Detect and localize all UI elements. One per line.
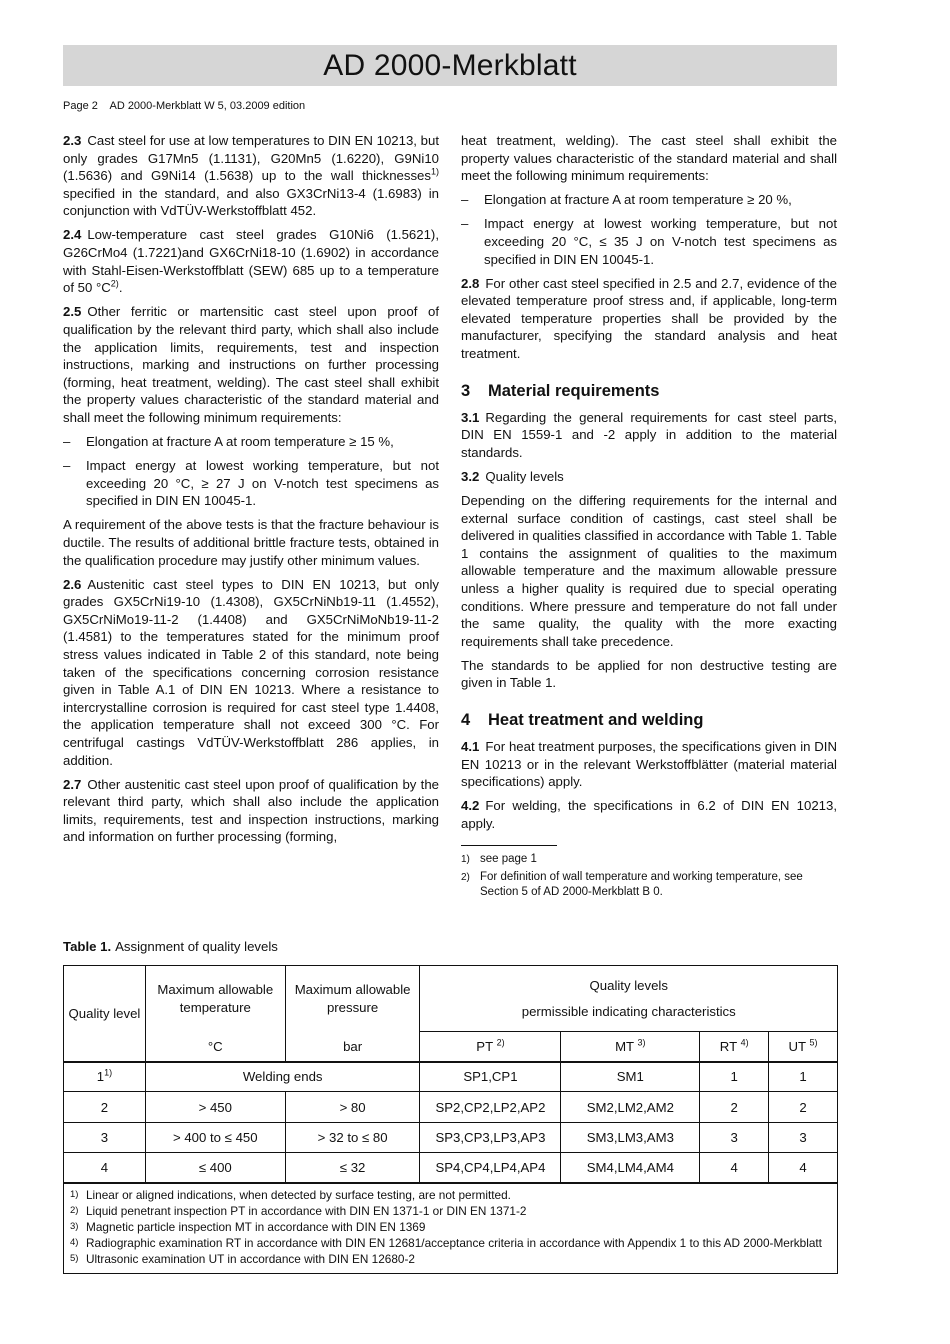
unit-pressure: bar bbox=[285, 1032, 420, 1062]
section-2-7: 2.7 Other austenitic cast steel upon proof of qualification by the relevant third party, which shall also include the application limits, requirements, test and inspection instructions, marking and information on further processing (forming, bbox=[63, 776, 439, 845]
table-row: 2 > 450 > 80 SP2,CP2,LP2,AP2 SM2,LM2,AM2 2 2 bbox=[64, 1092, 838, 1123]
section-2-5: 2.5 Other ferritic or martensitic cast steel upon proof of qualification by the relevant third party, which shall also include the application limits, requirements, test and inspection instructions, marking and instructions on further processing (forming, heat treatment, welding). The cast steel shall exhibit the property values characteristic of the standard material and shall meet the following minimum requirements: bbox=[63, 304, 439, 425]
section-2-6: 2.6 Austenitic cast steel types to DIN EN 10213, but only grades GX5CrNi19-10 (1.4308), GX5CrNiNb19-11 (1.4552), GX5CrNiMo19-11-2 (1.4408) and GX5CrNiMoNb19-11-2 (1.4581) to the temperatures stated for the minimum proof stress values indicated in Table 2 of this standard, note being taken of the specifications concerning corrosion resistance given in Table A.1 of DIN EN 10213. Where a resistance to intercrystalline corrosion is required for cast steel type 1.4408, the application temperature shall not exceed 300 °C. For centrifugal castings VdTÜV-Werkstoffblatt 286 applies, in addition. bbox=[63, 576, 439, 768]
list-item: – Elongation at fracture A at room temperature ≥ 15 %, bbox=[63, 434, 394, 449]
footnote: 1) see page 1 bbox=[461, 852, 537, 865]
table-unit-row bbox=[64, 1032, 838, 1062]
header-pt: PT $^{2)}$ bbox=[420, 1032, 561, 1062]
table-footnote: 3) Magnetic particle inspection MT in accordance with DIN EN 1369 bbox=[70, 1219, 426, 1234]
document-banner bbox=[63, 45, 837, 86]
list-item: – Impact energy at lowest working temperature, but not exceeding 20 °C, ≥ 27 J on V-notch test specimens as specified in DIN EN 10045-1. bbox=[63, 458, 439, 509]
table-caption: Table 1. Assignment of quality levels bbox=[63, 939, 278, 954]
table-footnote: 4) Radiographic examination RT in accordance with DIN EN 12681/acceptance criteria in accordance with Appendix 1 to this AD 2000-Merkblatt bbox=[70, 1235, 822, 1250]
right-column bbox=[461, 132, 837, 903]
table-footnote: 1) Linear or aligned indications, when detected by surface testing, are not permitted. bbox=[70, 1187, 511, 1202]
section-4-2: 4.2 For welding, the specifications in 6.2 of DIN EN 10213, apply. bbox=[461, 798, 837, 831]
table-row: 1$^{1)}$ Welding ends SP1,CP1 SM1 1 1 bbox=[64, 1062, 838, 1092]
table-footnote: 2) Liquid penetrant inspection PT in accordance with DIN EN 1371-1 or DIN EN 1371-2 bbox=[70, 1203, 527, 1218]
table-footnote: 5) Ultrasonic examination UT in accordance with DIN EN 12680-2 bbox=[70, 1251, 415, 1266]
table-row: 3 > 400 to ≤ 450 > 32 to ≤ 80 SP3,CP3,LP3,AP3 SM3,LM3,AM3 3 3 bbox=[64, 1123, 838, 1153]
list-item: – Impact energy at lowest working temperature, but not exceeding 20 °C, ≤ 35 J on V-notch test specimens as specified in DIN EN 10045-1. bbox=[461, 216, 837, 267]
header-rt: RT $^{4)}$ bbox=[700, 1032, 769, 1062]
table-footnotes-row bbox=[64, 1183, 838, 1274]
header-quality-levels: Quality levels permissible indicating characteristics bbox=[420, 966, 838, 1032]
unit-temperature: °C bbox=[145, 1032, 285, 1062]
header-mt: MT $^{3)}$ bbox=[561, 1032, 700, 1062]
header-max-pressure: Maximum allowable pressure bbox=[285, 966, 420, 1032]
section-2-5-note: A requirement of the above tests is that the fracture behaviour is ductile. The results of additional brittle fracture tests, obtained in the qualification procedure may justify other minimum values. bbox=[63, 517, 439, 568]
section-3-2-para-1: Depending on the differing requirements for the internal and external surface condition of castings, cast steel shall be delivered in qualities classified in accordance with Table 1. Table 1 contains the assignment of qualities to the maximum allowable temperature and the maximum allowable pressure unless a higher quality is required due to special operating conditions. Where pressure and temperature do not fall under the same quality, the quality with the more exacting requirements shall take precedence. bbox=[461, 493, 837, 649]
section-2-8: 2.8 For other cast steel specified in 2.5 and 2.7, evidence of the elevated temperature proof stress and, if applicable, long-term elevated temperature properties shall be provided by the manufacturer, specifying the standard analysis and heat treatment. bbox=[461, 275, 837, 362]
footnote-divider bbox=[461, 845, 557, 846]
header-max-temperature: Maximum allowable temperature bbox=[145, 966, 285, 1032]
list-item: – Elongation at fracture A at room temperature ≥ 20 %, bbox=[461, 192, 792, 208]
section-3-2-title: 3.2 Quality levels bbox=[461, 468, 564, 484]
banner-title: AD 2000-Merkblatt bbox=[323, 49, 577, 82]
header-ut: UT $^{5)}$ bbox=[769, 1032, 838, 1062]
heading-section-3: 3 Material requirements bbox=[461, 381, 660, 400]
section-2-3: 2.3 Cast steel for use at low temperatures to DIN EN 10213, but only grades G17Mn5 (1.1131), G20Mn5 (1.6220), G9Ni10 (1.5636) and G9Ni14 (1.5638) up to the wall thicknesses$^{1)}$ specified in the standard, and also GX3CrNi13-4 (1.6983) in conjunction with VdTÜV-Werkstoffblatt 452. bbox=[63, 133, 439, 219]
footnote: 2) For definition of wall temperature and working temperature, see Section 5 of AD 2000-Merkblatt B 0. bbox=[461, 870, 803, 898]
section-3-1: 3.1 Regarding the general requirements for cast steel parts, DIN EN 1559-1 and -2 apply in addition to the material standards. bbox=[461, 409, 837, 460]
page-header: Page 2 AD 2000-Merkblatt W 5, 03.2009 edition bbox=[63, 100, 306, 112]
left-column bbox=[63, 132, 439, 853]
table-row: 4 ≤ 400 ≤ 32 SP4,CP4,LP4,AP4 SM4,LM4,AM4 4 4 bbox=[64, 1153, 838, 1183]
section-4-1: 4.1 For heat treatment purposes, the specifications given in DIN EN 10213 or in the relevant Werkstoffblätter (material material specifications) apply. bbox=[461, 739, 837, 790]
section-2-7-continued: heat treatment, welding). The cast steel shall exhibit the property values characteristic of the standard material and shall meet the following minimum requirements: bbox=[461, 133, 837, 184]
heading-section-4: 4 Heat treatment and welding bbox=[461, 711, 704, 730]
header-quality-level: Quality level bbox=[64, 966, 146, 1062]
section-3-2-para-2: The standards to be applied for non destructive testing are given in Table 1. bbox=[461, 657, 837, 691]
section-2-4: 2.4 Low-temperature cast steel grades G10Ni6 (1.5621), G26CrMo4 (1.7221)and GX6CrNi18-10 (1.6902) in accordance with Stahl-Eisen-Werkstoffblatt (SEW) 685 up to a temperature of 50 $^\circ C^{2)}$. bbox=[63, 227, 439, 296]
table-header-row bbox=[64, 966, 838, 1032]
quality-levels-table bbox=[63, 965, 838, 1274]
